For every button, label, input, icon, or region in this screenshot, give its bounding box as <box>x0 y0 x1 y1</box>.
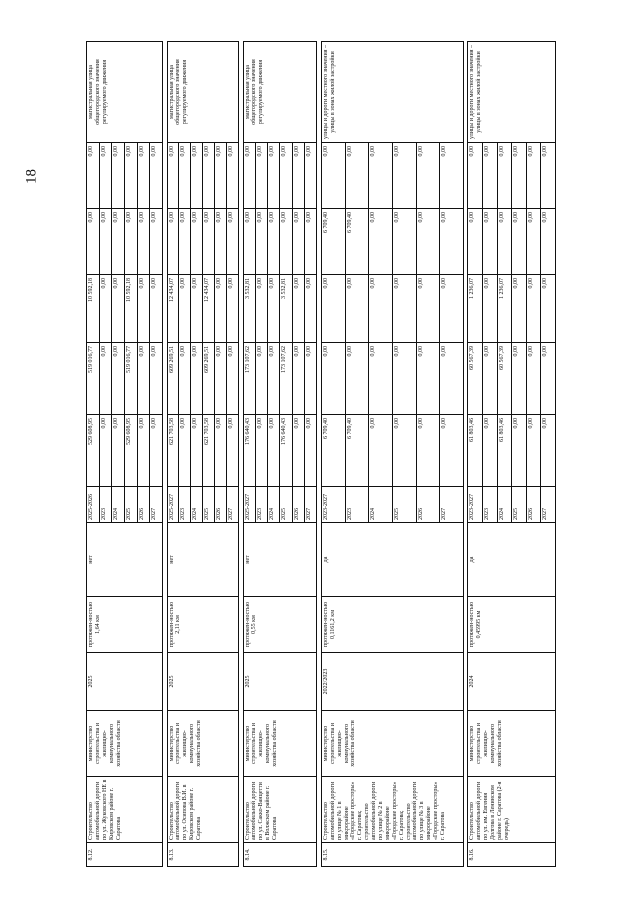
year-cell: 2024 <box>268 487 280 523</box>
loc-cell: 0,00 <box>99 209 112 275</box>
total-cell: 0,00 <box>99 415 112 487</box>
fed-cell: 609 269,51 <box>167 343 179 415</box>
object-name: Строительство автомобильной дороги по ул. Сакко-Ванцетти в Волжском районе г. Саратова <box>243 777 317 843</box>
loc-cell: 0,00 <box>468 209 483 275</box>
total-cell: 0,00 <box>292 415 304 487</box>
total-cell: 0,00 <box>526 415 541 487</box>
reg-cell: 0,00 <box>215 275 227 343</box>
fed-cell: 0,00 <box>191 343 203 415</box>
fed-cell: 173 107,62 <box>243 343 255 415</box>
total-cell: 0,00 <box>305 415 317 487</box>
reg-cell: 3 532,81 <box>280 275 292 343</box>
loc-cell: 0,00 <box>191 209 203 275</box>
ext-cell: 0,00 <box>99 143 112 209</box>
year-cell: 2024 <box>191 487 203 523</box>
loc-cell: 0,00 <box>416 209 440 275</box>
loc-cell: 0,00 <box>280 209 292 275</box>
year-cell: 2023-2027 <box>321 487 345 523</box>
total-cell: 176 640,43 <box>243 415 255 487</box>
total-cell: 0,00 <box>268 415 280 487</box>
row-number: 8.12. <box>87 843 163 867</box>
fed-cell: 0,00 <box>416 343 440 415</box>
reg-cell: 0,00 <box>305 275 317 343</box>
construction-year: 2024 <box>468 653 556 711</box>
total-cell: 6 709,40 <box>345 415 369 487</box>
year-cell: 2025 <box>125 487 138 523</box>
ext-cell: 0,00 <box>369 143 393 209</box>
loc-cell: 0,00 <box>512 209 527 275</box>
reg-cell: 1 236,07 <box>497 275 512 343</box>
total-cell: 0,00 <box>227 415 239 487</box>
fed-cell: 0,00 <box>440 343 464 415</box>
total-cell: 529 608,95 <box>125 415 138 487</box>
reg-cell: 0,00 <box>392 275 416 343</box>
reg-cell: 0,00 <box>179 275 191 343</box>
object-name: Строительство автомобильной дороги по улице № 1 в микрорайоне «Городские просторы» г. Саратова; строительство автомобильной дороги по улице № 2 в микрорайоне «Городские просторы» г. Саратова; строительство автомобильной дороги по улице № 3 в микрорайоне «Городские просторы» г. Саратова <box>321 777 463 843</box>
reg-cell: 0,00 <box>99 275 112 343</box>
ext-cell: 0,00 <box>137 143 150 209</box>
road-purpose: улицы и дороги местного значения – улицы в зонах жилой застройки <box>321 42 463 143</box>
row-number: 8.13. <box>167 843 239 867</box>
row-number: 8.14. <box>243 843 317 867</box>
fed-cell: 0,00 <box>292 343 304 415</box>
fed-cell: 0,00 <box>321 343 345 415</box>
loc-cell: 0,00 <box>482 209 497 275</box>
ext-cell: 0,00 <box>191 143 203 209</box>
total-cell: 0,00 <box>369 415 393 487</box>
ext-cell: 0,00 <box>215 143 227 209</box>
total-cell: 0,00 <box>541 415 556 487</box>
reg-cell: 0,00 <box>255 275 267 343</box>
year-cell: 2025-2027 <box>243 487 255 523</box>
loc-cell: 0,00 <box>125 209 138 275</box>
customer: министерство строительства и жилищно-коммунального хозяйства области <box>321 711 463 777</box>
fed-cell: 519 016,77 <box>125 343 138 415</box>
construction-year: 2025 <box>243 653 317 711</box>
reg-cell: 0,00 <box>112 275 125 343</box>
fed-cell: 0,00 <box>137 343 150 415</box>
ext-cell: 0,00 <box>305 143 317 209</box>
reg-cell: 0,00 <box>150 275 163 343</box>
fed-cell: 0,00 <box>541 343 556 415</box>
fed-cell: 173 107,62 <box>280 343 292 415</box>
ext-cell: 0,00 <box>268 143 280 209</box>
year-cell: 2025 <box>280 487 292 523</box>
loc-cell: 0,00 <box>541 209 556 275</box>
rotated-table-wrapper <box>86 42 556 867</box>
loc-cell: 0,00 <box>87 209 100 275</box>
total-cell: 0,00 <box>150 415 163 487</box>
design-doc-flag: нет <box>167 523 239 597</box>
reg-cell: 12 434,07 <box>167 275 179 343</box>
table-row <box>87 42 100 867</box>
total-cell: 0,00 <box>255 415 267 487</box>
total-cell: 621 703,58 <box>203 415 215 487</box>
investment-table <box>86 41 556 867</box>
fed-cell: 0,00 <box>215 343 227 415</box>
reg-cell: 3 532,81 <box>243 275 255 343</box>
table-body <box>87 42 556 867</box>
fed-cell: 0,00 <box>179 343 191 415</box>
fed-cell: 60 567,39 <box>468 343 483 415</box>
object-name: Строительство автомобильной дороги по ул. Осипова В.И. в Кировском районе г. Саратова <box>167 777 239 843</box>
year-cell: 2023 <box>482 487 497 523</box>
road-purpose: магистральная улица общегородского значения регулируемого движения <box>243 42 317 143</box>
year-cell: 2023 <box>255 487 267 523</box>
loc-cell: 0,00 <box>179 209 191 275</box>
reg-cell: 0,00 <box>137 275 150 343</box>
total-cell: 0,00 <box>179 415 191 487</box>
construction-year: 2025 <box>167 653 239 711</box>
fed-cell: 0,00 <box>255 343 267 415</box>
year-cell: 2025-2027 <box>167 487 179 523</box>
year-cell: 2027 <box>305 487 317 523</box>
design-doc-flag: да <box>468 523 556 597</box>
customer: министерство строительства и жилищно-коммунального хозяйства области <box>468 711 556 777</box>
total-cell: 0,00 <box>191 415 203 487</box>
customer: министерство строительства и жилищно-коммунального хозяйства области <box>167 711 239 777</box>
ext-cell: 0,00 <box>292 143 304 209</box>
fed-cell: 0,00 <box>227 343 239 415</box>
total-cell: 0,00 <box>392 415 416 487</box>
loc-cell: 0,00 <box>215 209 227 275</box>
object-name: Строительство автомобильной дороги по ул. Жуковского НЕ в Кировском районе г. Саратова <box>87 777 163 843</box>
total-cell: 0,00 <box>416 415 440 487</box>
ext-cell: 0,00 <box>512 143 527 209</box>
ext-cell: 0,00 <box>392 143 416 209</box>
customer: министерство строительства и жилищно-коммунального хозяйства области <box>87 711 163 777</box>
loc-cell: 0,00 <box>255 209 267 275</box>
fed-cell: 0,00 <box>112 343 125 415</box>
reg-cell: 0,00 <box>227 275 239 343</box>
year-cell: 2026 <box>416 487 440 523</box>
reg-cell: 0,00 <box>482 275 497 343</box>
year-cell: 2026 <box>215 487 227 523</box>
loc-cell: 6 709,40 <box>345 209 369 275</box>
loc-cell: 0,00 <box>440 209 464 275</box>
ext-cell: 0,00 <box>416 143 440 209</box>
year-cell: 2024 <box>369 487 393 523</box>
loc-cell: 0,00 <box>497 209 512 275</box>
reg-cell: 0,00 <box>268 275 280 343</box>
ext-cell: 0,00 <box>541 143 556 209</box>
fed-cell: 0,00 <box>268 343 280 415</box>
page-number: 18 <box>23 169 40 184</box>
loc-cell: 0,00 <box>150 209 163 275</box>
fed-cell: 519 016,77 <box>87 343 100 415</box>
reg-cell: 0,00 <box>440 275 464 343</box>
row-number: 8.15. <box>321 843 463 867</box>
fed-cell: 0,00 <box>99 343 112 415</box>
table-row <box>468 42 483 867</box>
fed-cell: 0,00 <box>150 343 163 415</box>
reg-cell: 0,00 <box>512 275 527 343</box>
ext-cell: 0,00 <box>468 143 483 209</box>
ext-cell: 0,00 <box>112 143 125 209</box>
loc-cell: 0,00 <box>167 209 179 275</box>
design-doc-flag: да <box>321 523 463 597</box>
reg-cell: 0,00 <box>345 275 369 343</box>
capacity: протяжен-ностью 0,45995 км <box>468 597 556 653</box>
ext-cell: 0,00 <box>321 143 345 209</box>
total-cell: 0,00 <box>112 415 125 487</box>
total-cell: 6 709,40 <box>321 415 345 487</box>
ext-cell: 0,00 <box>345 143 369 209</box>
ext-cell: 0,00 <box>526 143 541 209</box>
capacity: протяжен-ностью 2,11 км <box>167 597 239 653</box>
total-cell: 61 803,46 <box>468 415 483 487</box>
ext-cell: 0,00 <box>125 143 138 209</box>
customer: министерство строительства и жилищно-коммунального хозяйства области <box>243 711 317 777</box>
ext-cell: 0,00 <box>255 143 267 209</box>
row-number: 8.16. <box>468 843 556 867</box>
reg-cell: 1 236,07 <box>468 275 483 343</box>
ext-cell: 0,00 <box>497 143 512 209</box>
reg-cell: 0,00 <box>191 275 203 343</box>
year-cell: 2027 <box>150 487 163 523</box>
fed-cell: 0,00 <box>305 343 317 415</box>
design-doc-flag: нет <box>243 523 317 597</box>
ext-cell: 0,00 <box>87 143 100 209</box>
loc-cell: 0,00 <box>112 209 125 275</box>
total-cell: 0,00 <box>482 415 497 487</box>
year-cell: 2023-2027 <box>468 487 483 523</box>
reg-cell: 0,00 <box>526 275 541 343</box>
total-cell: 0,00 <box>137 415 150 487</box>
loc-cell: 0,00 <box>526 209 541 275</box>
ext-cell: 0,00 <box>482 143 497 209</box>
road-purpose: улицы и дороги местного значения – улицы в зонах жилой застройки <box>468 42 556 143</box>
year-cell: 2025 <box>203 487 215 523</box>
loc-cell: 0,00 <box>369 209 393 275</box>
loc-cell: 0,00 <box>292 209 304 275</box>
year-cell: 2026 <box>292 487 304 523</box>
reg-cell: 10 592,18 <box>125 275 138 343</box>
total-cell: 621 703,58 <box>167 415 179 487</box>
year-cell: 2023 <box>99 487 112 523</box>
total-cell: 176 640,43 <box>280 415 292 487</box>
loc-cell: 0,00 <box>203 209 215 275</box>
total-cell: 529 608,95 <box>87 415 100 487</box>
loc-cell: 0,00 <box>305 209 317 275</box>
ext-cell: 0,00 <box>227 143 239 209</box>
fed-cell: 0,00 <box>392 343 416 415</box>
fed-cell: 609 269,51 <box>203 343 215 415</box>
ext-cell: 0,00 <box>440 143 464 209</box>
year-cell: 2024 <box>497 487 512 523</box>
ext-cell: 0,00 <box>150 143 163 209</box>
table-row <box>321 42 345 867</box>
total-cell: 0,00 <box>215 415 227 487</box>
reg-cell: 10 592,18 <box>87 275 100 343</box>
fed-cell: 0,00 <box>512 343 527 415</box>
reg-cell: 0,00 <box>321 275 345 343</box>
capacity: протяжен-ностью 1,64 км <box>87 597 163 653</box>
total-cell: 0,00 <box>512 415 527 487</box>
year-cell: 2025 <box>512 487 527 523</box>
total-cell: 0,00 <box>440 415 464 487</box>
construction-year: 2022/2023 <box>321 653 463 711</box>
reg-cell: 0,00 <box>369 275 393 343</box>
road-purpose: магистральная улица общегородского значения регулируемого движения <box>87 42 163 143</box>
year-cell: 2023 <box>179 487 191 523</box>
capacity: протяжен-ностью 0,1161,2 км <box>321 597 463 653</box>
ext-cell: 0,00 <box>179 143 191 209</box>
ext-cell: 0,00 <box>167 143 179 209</box>
table-row <box>243 42 255 867</box>
year-cell: 2027 <box>440 487 464 523</box>
object-name: Строительство автомобильной дороги по ул. им. Евгения Долгова в Ленинском районе г. Саратова (2-я очередь) <box>468 777 556 843</box>
loc-cell: 0,00 <box>392 209 416 275</box>
loc-cell: 0,00 <box>137 209 150 275</box>
loc-cell: 6 709,40 <box>321 209 345 275</box>
design-doc-flag: нет <box>87 523 163 597</box>
loc-cell: 0,00 <box>227 209 239 275</box>
fed-cell: 0,00 <box>369 343 393 415</box>
year-cell: 2027 <box>541 487 556 523</box>
total-cell: 61 803,46 <box>497 415 512 487</box>
table-row <box>167 42 179 867</box>
fed-cell: 60 567,39 <box>497 343 512 415</box>
year-cell: 2025-2026 <box>87 487 100 523</box>
reg-cell: 12 434,07 <box>203 275 215 343</box>
capacity: протяжен-ностью 0,55 км <box>243 597 317 653</box>
reg-cell: 0,00 <box>541 275 556 343</box>
loc-cell: 0,00 <box>268 209 280 275</box>
reg-cell: 0,00 <box>292 275 304 343</box>
year-cell: 2023 <box>345 487 369 523</box>
year-cell: 2025 <box>392 487 416 523</box>
fed-cell: 0,00 <box>345 343 369 415</box>
reg-cell: 0,00 <box>416 275 440 343</box>
year-cell: 2024 <box>112 487 125 523</box>
year-cell: 2027 <box>227 487 239 523</box>
fed-cell: 0,00 <box>482 343 497 415</box>
ext-cell: 0,00 <box>243 143 255 209</box>
ext-cell: 0,00 <box>280 143 292 209</box>
fed-cell: 0,00 <box>526 343 541 415</box>
ext-cell: 0,00 <box>203 143 215 209</box>
road-purpose: магистральная улица общегородского значения регулируемого движения <box>167 42 239 143</box>
year-cell: 2026 <box>526 487 541 523</box>
loc-cell: 0,00 <box>243 209 255 275</box>
construction-year: 2025 <box>87 653 163 711</box>
year-cell: 2026 <box>137 487 150 523</box>
